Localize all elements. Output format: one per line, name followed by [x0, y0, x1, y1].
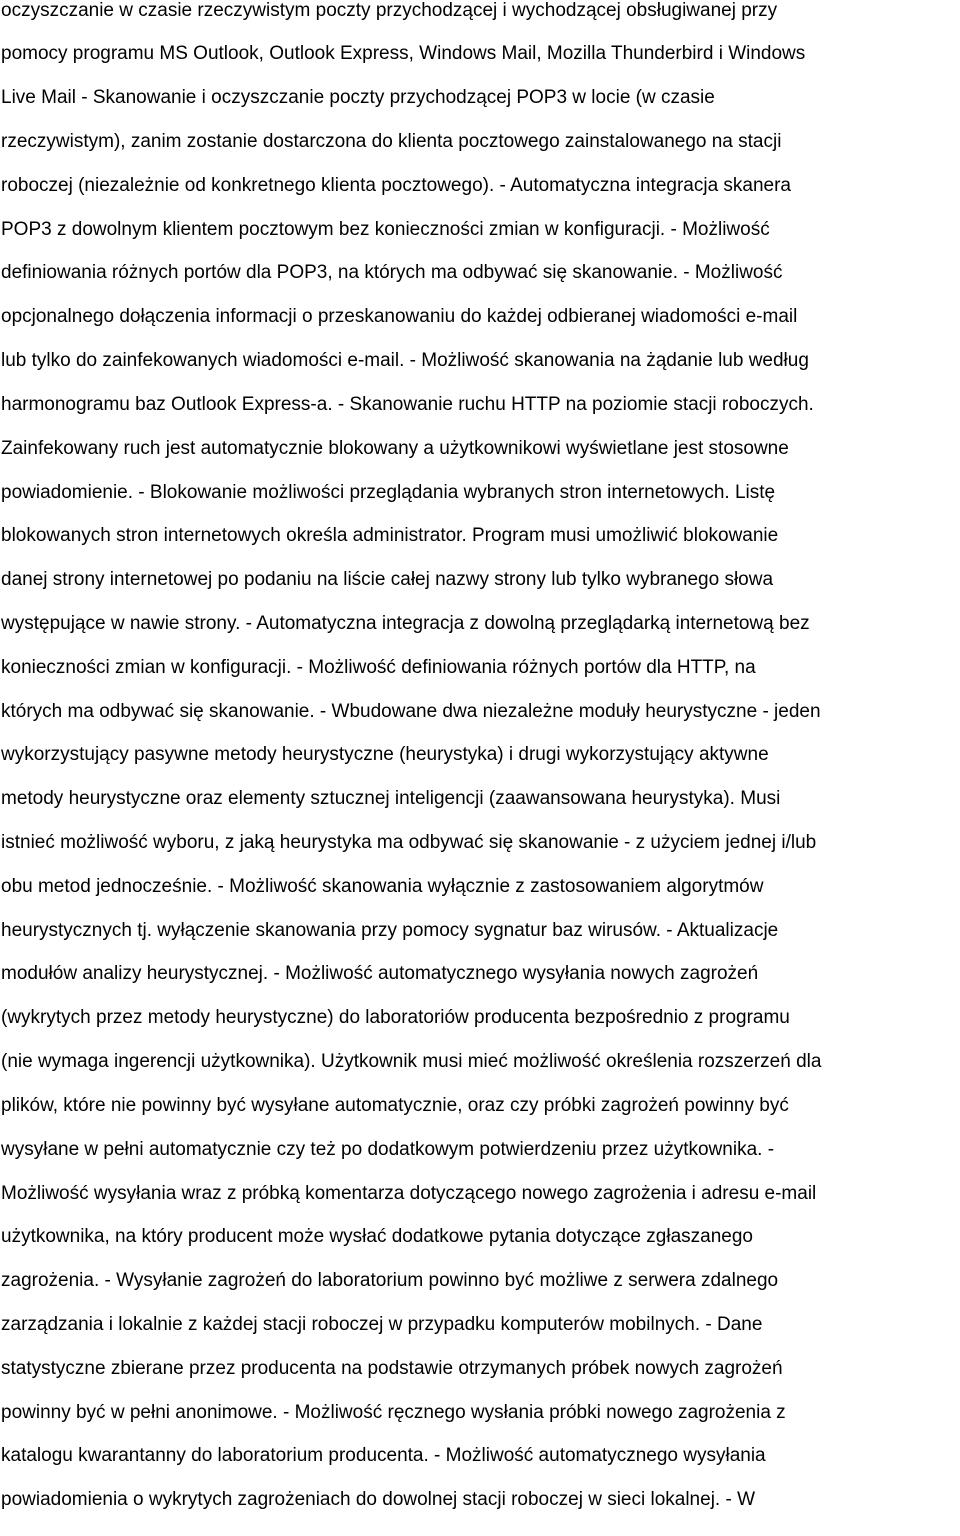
- text-line: opcjonalnego dołączenia informacji o przeskanowaniu do każdej odbieranej wiadomości e-mail: [1, 306, 798, 327]
- text-line: plików, które nie powinny być wysyłane automatycznie, oraz czy próbki zagrożeń powinny być: [1, 1095, 789, 1116]
- text-line: zagrożenia. - Wysyłanie zagrożeń do laboratorium powinno być możliwe z serwera zdalnego: [1, 1270, 779, 1291]
- text-line: rzeczywistym), zanim zostanie dostarczona do klienta pocztowego zainstalowanego na stacji: [1, 131, 782, 152]
- text-line: blokowanych stron internetowych określa administrator. Program musi umożliwić blokowanie: [1, 525, 779, 546]
- text-line: roboczej (niezależnie od konkretnego klienta pocztowego). - Automatyczna integracja skanera: [1, 175, 792, 196]
- text-line: POP3 z dowolnym klientem pocztowym bez konieczności zmian w konfiguracji. - Możliwość: [1, 219, 770, 240]
- text-line: katalogu kwarantanny do laboratorium producenta. - Możliwość automatycznego wysyłania: [1, 1445, 766, 1466]
- text-line: modułów analizy heurystycznej. - Możliwość automatycznego wysyłania nowych zagrożeń: [1, 963, 759, 984]
- text-line: pomocy programu MS Outlook, Outlook Express, Windows Mail, Mozilla Thunderbird i Windows: [1, 43, 806, 64]
- text-line: których ma odbywać się skanowanie. - Wbudowane dwa niezależne moduły heurystyczne - jeden: [1, 701, 821, 722]
- text-line: danej strony internetowej po podaniu na liście całej nazwy strony lub tylko wybranego słowa: [1, 569, 774, 590]
- text-line: (nie wymaga ingerencji użytkownika). Użytkownik musi mieć możliwość określenia rozszerzeń dla: [1, 1051, 822, 1072]
- text-line: powinny być w pełni anonimowe. - Możliwość ręcznego wysłania próbki nowego zagrożenia z: [1, 1402, 786, 1423]
- text-line: heurystycznych tj. wyłączenie skanowania przy pomocy sygnatur baz wirusów. - Aktualizacje: [1, 920, 779, 941]
- text-line: oczyszczanie w czasie rzeczywistym poczty przychodzącej i wychodzącej obsługiwanej przy: [1, 0, 778, 21]
- text-line: konieczności zmian w konfiguracji. - Możliwość definiowania różnych portów dla HTTP, na: [1, 657, 756, 678]
- text-line: istnieć możliwość wyboru, z jaką heurystyka ma odbywać się skanowanie - z użyciem jednej i/lub: [1, 832, 817, 853]
- text-line: powiadomienie. - Blokowanie możliwości przeglądania wybranych stron internetowych. Listę: [1, 482, 776, 503]
- text-line: zarządzania i lokalnie z każdej stacji roboczej w przypadku komputerów mobilnych. - Dane: [1, 1314, 763, 1335]
- text-line: statystyczne zbierane przez producenta na podstawie otrzymanych próbek nowych zagrożeń: [1, 1358, 783, 1379]
- text-line: obu metod jednocześnie. - Możliwość skanowania wyłącznie z zastosowaniem algorytmów: [1, 876, 764, 897]
- text-line: (wykrytych przez metody heurystyczne) do laboratoriów producenta bezpośrednio z programu: [1, 1007, 790, 1028]
- text-line: harmonogramu baz Outlook Express-a. - Skanowanie ruchu HTTP na poziomie stacji roboczych.: [1, 394, 814, 415]
- text-line: wykorzystujący pasywne metody heurystyczne (heurystyka) i drugi wykorzystujący aktywne: [1, 744, 769, 765]
- text-line: wysyłane w pełni automatycznie czy też po dodatkowym potwierdzeniu przez użytkownika. -: [1, 1139, 775, 1160]
- text-line: Live Mail - Skanowanie i oczyszczanie poczty przychodzącej POP3 w locie (w czasie: [1, 87, 715, 108]
- text-line: występujące w nawie strony. - Automatyczna integracja z dowolną przeglądarką internetową bez: [1, 613, 810, 634]
- text-line: Zainfekowany ruch jest automatycznie blokowany a użytkownikowi wyświetlane jest stosowne: [1, 438, 789, 459]
- text-line: Możliwość wysyłania wraz z próbką komentarza dotyczącego nowego zagrożenia i adresu e-mail: [1, 1183, 817, 1204]
- text-line: definiowania różnych portów dla POP3, na których ma odbywać się skanowanie. - Możliwość: [1, 262, 783, 283]
- text-line: metody heurystyczne oraz elementy sztucznej inteligencji (zaawansowana heurystyka). Musi: [1, 788, 781, 809]
- text-line: powiadomienia o wykrytych zagrożeniach do dowolnej stacji roboczej w sieci lokalnej. - W: [1, 1489, 756, 1510]
- text-line: użytkownika, na który producent może wysłać dodatkowe pytania dotyczące zgłaszanego: [1, 1226, 753, 1247]
- text-line: lub tylko do zainfekowanych wiadomości e-mail. - Możliwość skanowania na żądanie lub według: [1, 350, 809, 371]
